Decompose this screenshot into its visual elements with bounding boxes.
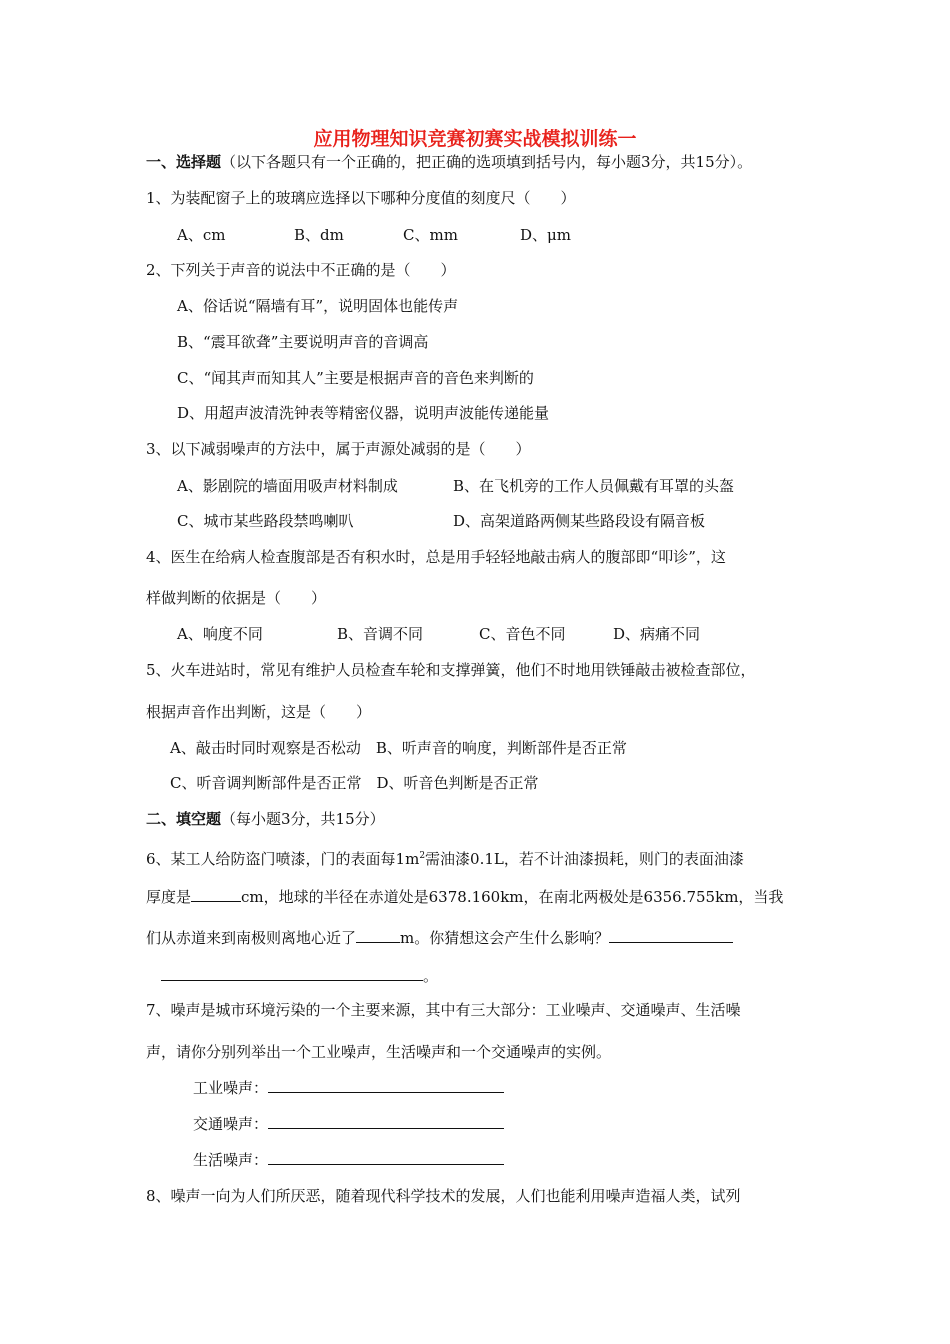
q6-line3 [146, 928, 733, 948]
q6-superscript: 2 [419, 851, 426, 861]
section-1-heading [146, 152, 752, 172]
q3-option-c: C、城市某些路段禁鸣喇叭 [177, 512, 354, 530]
q6-line1-text-b: 需油漆0.1L，若不计油漆损耗，则门的表面油漆 [425, 850, 744, 868]
q1-option-c: C、mm [403, 226, 458, 244]
q4-option-b: B、音调不同 [337, 625, 424, 643]
q6-blank-thickness[interactable] [191, 887, 241, 902]
q7-field-traffic-label: 交通噪声： [193, 1115, 269, 1133]
section-1-note: （以下各题只有一个正确的，把正确的选项填到括号内，每小题3分，共15分）。 [221, 153, 753, 171]
q5-options-row2: C、听音调判断部件是否正常 D、听音色判断是否正常 [170, 774, 539, 792]
q4-stem-line1: 4、医生在给病人检查腹部是否有积水时，总是用手轻轻地敲击病人的腹部即“叩诊”，这 [146, 548, 726, 566]
section-2-note: （每小题3分，共15分） [221, 810, 385, 828]
q4-option-c: C、音色不同 [479, 625, 566, 643]
q2-option-b: B、“震耳欲聋”主要说明声音的音调高 [177, 333, 429, 351]
q2-option-d: D、用超声波清洗钟表等精密仪器，说明声波能传递能量 [177, 404, 550, 422]
section-2-label: 二、填空题 [146, 810, 222, 828]
q6-line3-text-b: m。你猜想这会产生什么影响？ [400, 929, 610, 947]
section-1-label: 一、选择题 [146, 153, 222, 171]
q1-stem: 1、为装配窗子上的玻璃应选择以下哪种分度值的刻度尺（ ） [146, 189, 576, 207]
q6-line1-text-a: 6、某工人给防盗门喷漆，门的表面每1m [146, 850, 420, 868]
q2-option-c: C、“闻其声而知其人”主要是根据声音的音色来判断的 [177, 369, 534, 387]
q6-line2 [146, 887, 783, 907]
q3-options-row2 [177, 511, 705, 531]
q7-field-industrial [193, 1078, 504, 1098]
q3-option-d: D、高架道路两侧某些路段设有隔音板 [453, 512, 706, 530]
q7-blank-traffic[interactable] [268, 1114, 504, 1129]
q7-field-life-label: 生活噪声： [193, 1151, 269, 1169]
q6-blank-distance[interactable] [356, 928, 400, 943]
q6-line4 [161, 966, 438, 986]
q1-option-d: D、μm [520, 226, 571, 244]
q1-options [177, 225, 571, 245]
q2-option-a: A、俗话说“隔墙有耳”，说明固体也能传声 [177, 297, 459, 315]
q6-line2-text-b: cm，地球的半径在赤道处是6378.160km，在南北两极处是6356.755km，当我 [241, 888, 784, 906]
q4-options [177, 624, 700, 644]
q5-options-row1: A、敲击时同时观察是否松动 B、听声音的响度，判断部件是否正常 [170, 739, 627, 757]
q4-option-d: D、病痛不同 [613, 625, 701, 643]
q7-line2: 声，请你分别列举出一个工业噪声，生活噪声和一个交通噪声的实例。 [146, 1043, 612, 1061]
q4-option-a: A、响度不同 [177, 625, 263, 643]
q2-stem: 2、下列关于声音的说法中不正确的是（ ） [146, 261, 456, 279]
q6-blank-impact-2[interactable] [161, 966, 423, 981]
q7-line1: 7、噪声是城市环境污染的一个主要来源，其中有三大部分：工业噪声、交通噪声、生活噪 [146, 1001, 741, 1019]
q7-blank-industrial[interactable] [268, 1078, 504, 1093]
page-title: 应用物理知识竞赛初赛实战模拟训练一 [313, 128, 637, 150]
q6-line4-end: 。 [423, 967, 439, 985]
q8-line1: 8、噪声一向为人们所厌恶，随着现代科学技术的发展，人们也能利用噪声造福人类，试列 [146, 1187, 741, 1205]
q7-field-traffic [193, 1114, 504, 1134]
q7-field-life [193, 1150, 504, 1170]
q6-line1 [146, 846, 744, 869]
q1-option-b: B、dm [294, 226, 344, 244]
q5-stem-line1: 5、火车进站时，常见有维护人员检查车轮和支撑弹簧，他们不时地用铁锤敲击被检查部位， [146, 661, 756, 679]
q1-option-a: A、cm [177, 226, 226, 244]
q3-stem: 3、以下减弱噪声的方法中，属于声源处减弱的是（ ） [146, 440, 531, 458]
q6-blank-impact-1[interactable] [609, 928, 733, 943]
q7-blank-life[interactable] [268, 1150, 504, 1165]
q7-field-industrial-label: 工业噪声： [193, 1079, 269, 1097]
q6-line2-text-a: 厚度是 [146, 888, 192, 906]
q5-stem-line2: 根据声音作出判断，这是（ ） [146, 703, 372, 721]
q3-option-b: B、在飞机旁的工作人员佩戴有耳罩的头盔 [453, 477, 735, 495]
q4-stem-line2: 样做判断的依据是（ ） [146, 589, 327, 607]
q3-options-row1 [177, 476, 734, 496]
q3-option-a: A、影剧院的墙面用吸声材料制成 [177, 477, 398, 495]
q6-line3-text-a: 们从赤道来到南极则离地心近了 [146, 929, 357, 947]
section-2-heading [146, 809, 385, 829]
